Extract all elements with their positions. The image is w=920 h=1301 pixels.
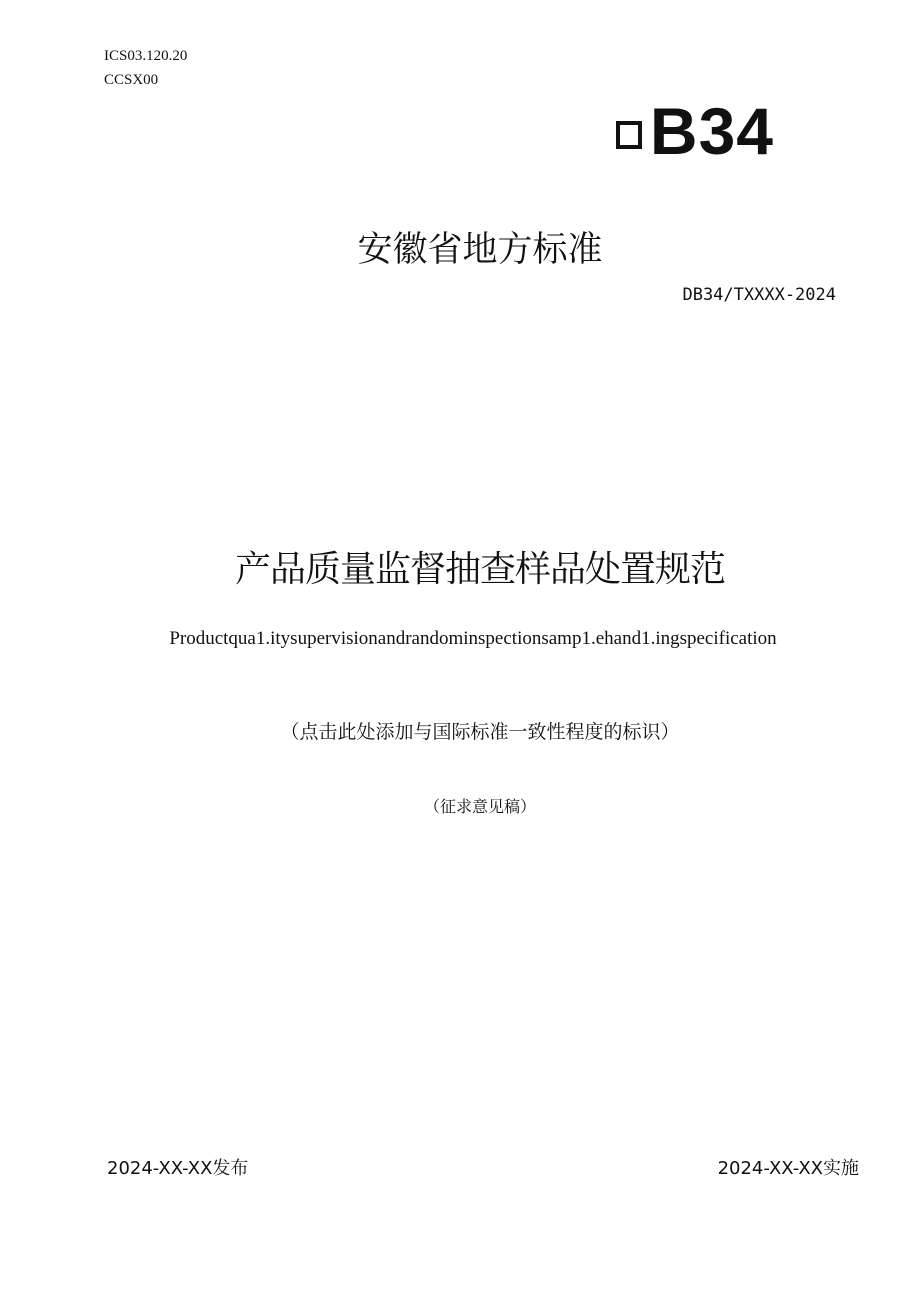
square-box-icon	[616, 121, 642, 149]
draft-status: （征求意见稿）	[423, 797, 536, 816]
consistency-note[interactable]: （点击此处添加与国际标准一致性程度的标识）	[280, 721, 680, 743]
logo-text: B34	[649, 94, 774, 168]
standard-logo	[616, 96, 774, 166]
classification-codes	[104, 44, 187, 92]
ccs-code: CCSX00	[104, 72, 159, 88]
standard-number: DB34/TXXXX-2024	[682, 285, 836, 305]
implement-date: 2024-XX-XX实施	[717, 1158, 859, 1179]
publish-date: 2024-XX-XX发布	[107, 1158, 249, 1179]
document-title-chinese: 产品质量监督抽查样品处置规范	[234, 549, 725, 590]
standard-type: 安徽省地方标准	[357, 230, 603, 270]
document-title-english: Productqua1.itysupervisionandrandominspectionsamp1.ehand1.ingspecification	[169, 628, 777, 649]
ics-code: ICS03.120.20	[104, 48, 188, 64]
